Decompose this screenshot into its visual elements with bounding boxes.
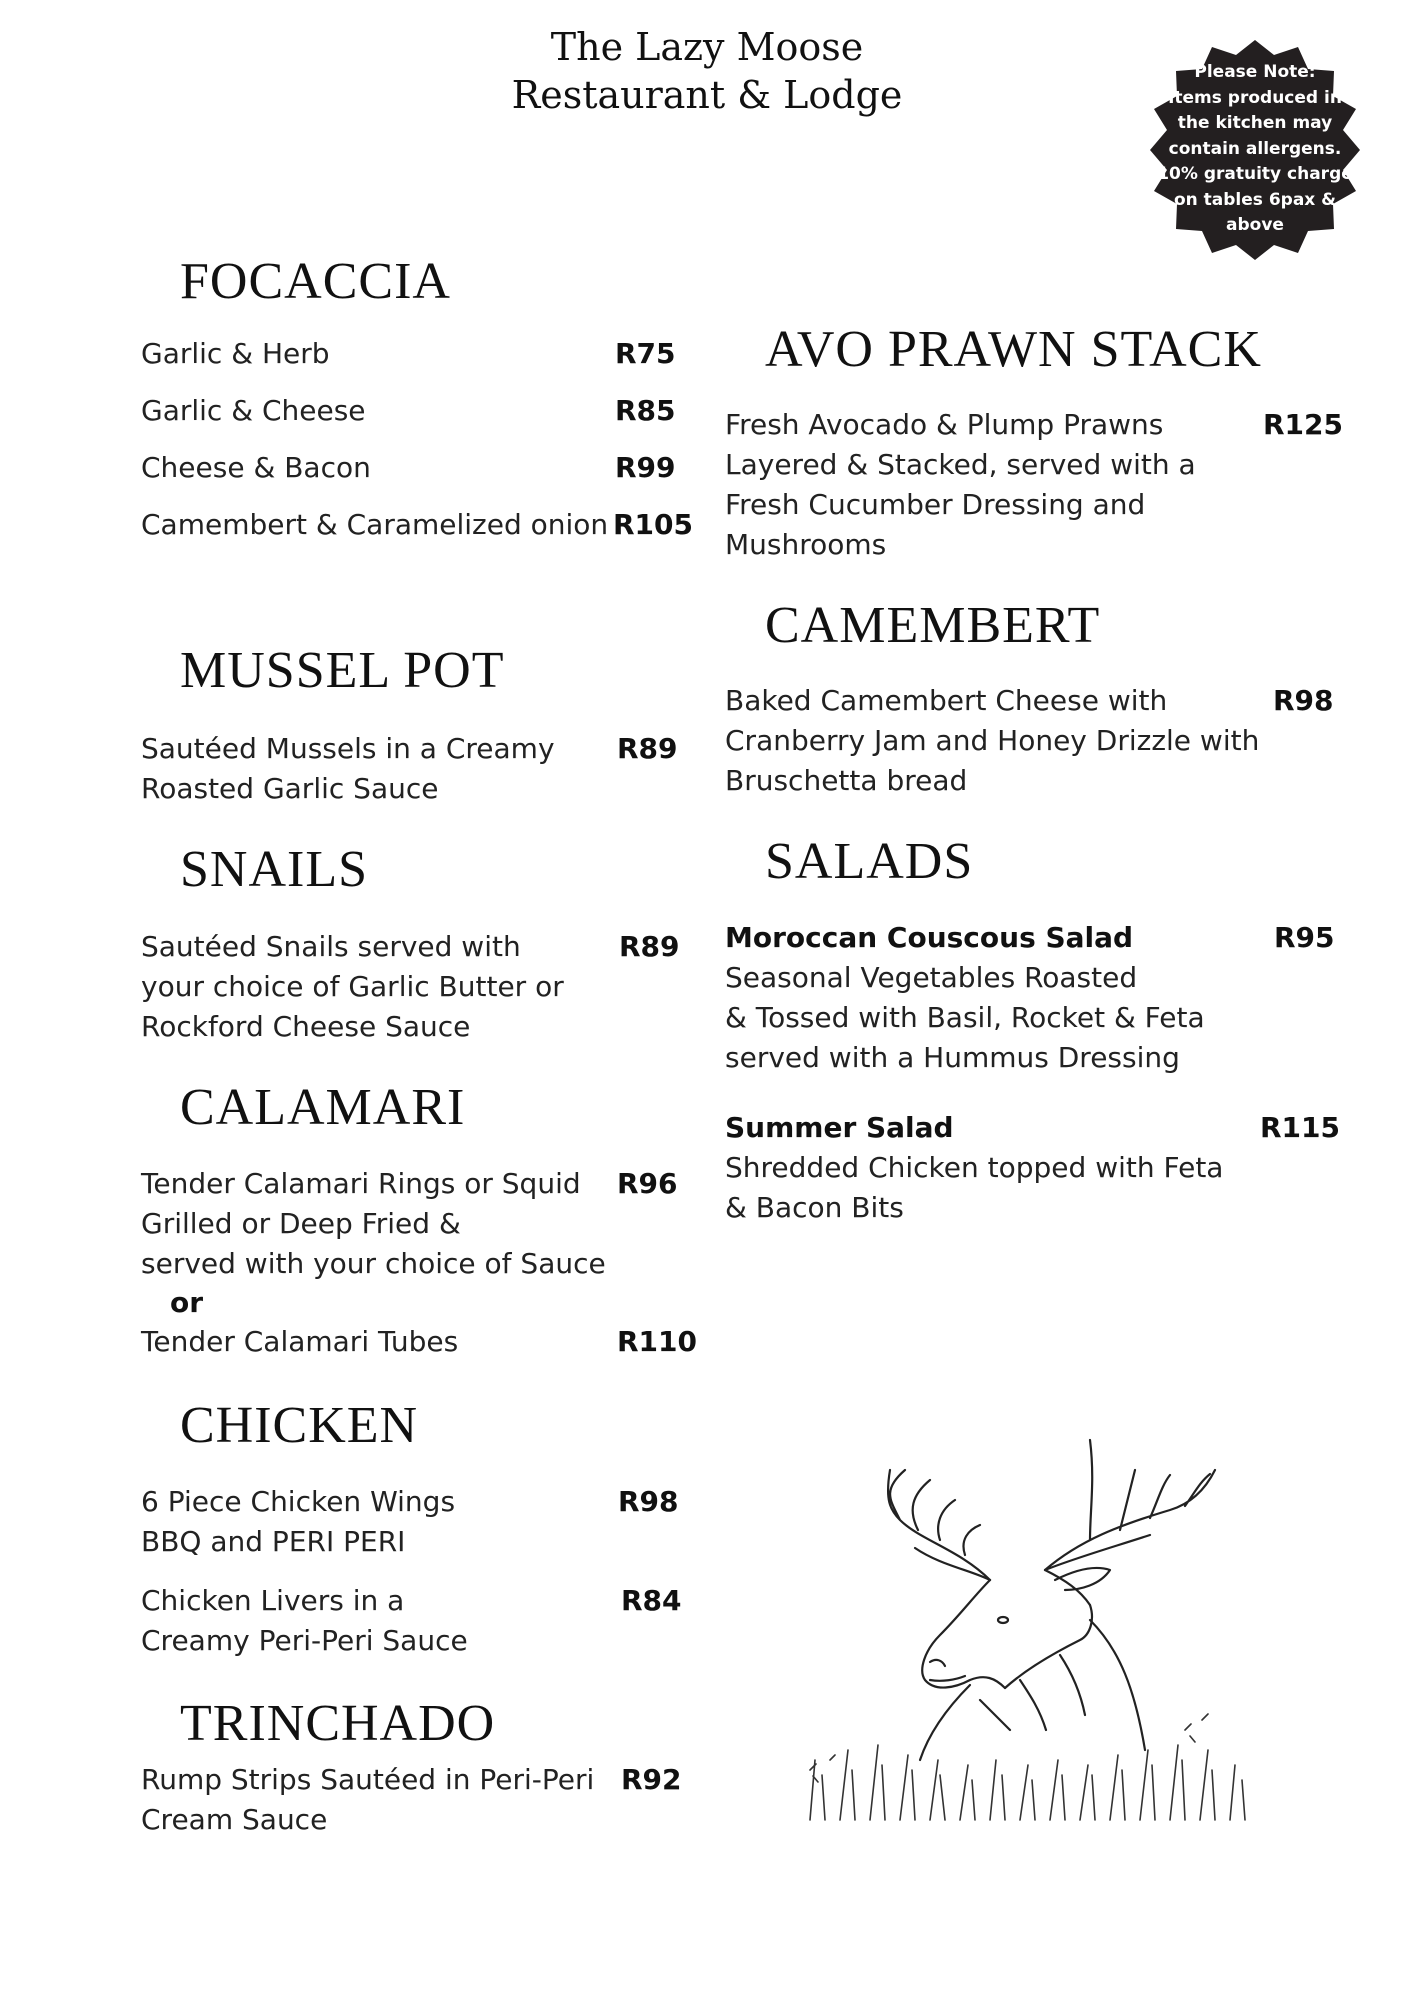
restaurant-subtitle: Restaurant & Lodge bbox=[511, 73, 903, 117]
moroccan-salad-price: R95 bbox=[1274, 921, 1335, 954]
focaccia-item-price: R105 bbox=[613, 508, 694, 541]
chicken-heading: CHICKEN bbox=[180, 1397, 419, 1454]
camembert-desc: Baked Camembert Cheese with bbox=[725, 684, 1168, 717]
restaurant-name: The Lazy Moose bbox=[550, 25, 864, 69]
calamari-price: R96 bbox=[617, 1167, 678, 1200]
snails-desc: Rockford Cheese Sauce bbox=[141, 1010, 471, 1043]
notice-text bbox=[1150, 60, 1360, 239]
moroccan-salad-desc: & Tossed with Basil, Rocket & Feta bbox=[725, 1001, 1205, 1034]
notice-line: contain allergens. bbox=[1168, 138, 1342, 159]
calamari-desc: Grilled or Deep Fried & bbox=[141, 1207, 461, 1240]
salads-heading: SALADS bbox=[765, 833, 974, 890]
mussel-pot-desc: Roasted Garlic Sauce bbox=[141, 772, 439, 805]
calamari-or: or bbox=[170, 1286, 204, 1319]
summer-salad-desc: & Bacon Bits bbox=[725, 1191, 904, 1224]
snails-desc: your choice of Garlic Butter or bbox=[141, 970, 564, 1003]
notice-line: Items produced in bbox=[1168, 87, 1342, 108]
chicken-wings-desc: BBQ and PERI PERI bbox=[141, 1525, 406, 1558]
notice-line: on tables 6pax & bbox=[1173, 189, 1337, 210]
snails-desc: Sautéed Snails served with bbox=[141, 930, 521, 963]
moroccan-salad-desc: served with a Hummus Dressing bbox=[725, 1041, 1180, 1074]
snails-price: R89 bbox=[619, 930, 680, 963]
avo-prawn-heading: AVO PRAWN STACK bbox=[765, 321, 1262, 378]
focaccia-heading: FOCACCIA bbox=[180, 253, 451, 310]
calamari-desc: Tender Calamari Rings or Squid bbox=[141, 1167, 581, 1200]
mussel-pot-price: R89 bbox=[617, 732, 678, 765]
camembert-desc: Cranberry Jam and Honey Drizzle with bbox=[725, 724, 1260, 757]
calamari-tubes: Tender Calamari Tubes bbox=[141, 1325, 459, 1358]
avo-prawn-desc: Layered & Stacked, served with a bbox=[725, 448, 1196, 481]
camembert-desc: Bruschetta bread bbox=[725, 764, 968, 797]
moroccan-salad-desc: Seasonal Vegetables Roasted bbox=[725, 961, 1138, 994]
avo-prawn-desc: Fresh Cucumber Dressing and bbox=[725, 488, 1146, 521]
chicken-livers-desc: Chicken Livers in a bbox=[141, 1584, 405, 1617]
calamari-heading: CALAMARI bbox=[180, 1079, 466, 1136]
calamari-desc: served with your choice of Sauce bbox=[141, 1247, 606, 1280]
notice-line: the kitchen may bbox=[1177, 113, 1333, 133]
trinchado-desc: Cream Sauce bbox=[141, 1803, 328, 1836]
chicken-livers-price: R84 bbox=[621, 1584, 682, 1617]
avo-prawn-price: R125 bbox=[1263, 408, 1344, 441]
snails-heading: SNAILS bbox=[180, 841, 369, 898]
camembert-heading: CAMEMBERT bbox=[765, 597, 1101, 654]
chicken-wings-price: R98 bbox=[618, 1485, 679, 1518]
avo-prawn-desc: Fresh Avocado & Plump Prawns bbox=[725, 408, 1164, 441]
notice-line: above bbox=[1226, 215, 1284, 235]
summer-salad-price: R115 bbox=[1260, 1111, 1341, 1144]
calamari-tubes-price: R110 bbox=[617, 1325, 698, 1358]
focaccia-item-name: Camembert & Caramelized onion bbox=[141, 508, 609, 541]
avo-prawn-desc: Mushrooms bbox=[725, 528, 887, 561]
summer-salad-desc: Shredded Chicken topped with Feta bbox=[725, 1151, 1224, 1184]
trinchado-desc: Rump Strips Sautéed in Peri-Peri bbox=[141, 1763, 595, 1796]
mussel-pot-heading: MUSSEL POT bbox=[180, 642, 505, 699]
mussel-pot-desc: Sautéed Mussels in a Creamy bbox=[141, 732, 555, 765]
chicken-wings-desc: 6 Piece Chicken Wings bbox=[141, 1485, 456, 1518]
summer-salad-name: Summer Salad bbox=[725, 1111, 954, 1144]
notice-line: Please Note: bbox=[1194, 62, 1316, 82]
camembert-price: R98 bbox=[1273, 684, 1334, 717]
chicken-livers-desc: Creamy Peri-Peri Sauce bbox=[141, 1624, 468, 1657]
focaccia-item-price: R99 bbox=[615, 451, 676, 484]
focaccia-item-name: Cheese & Bacon bbox=[141, 451, 371, 484]
trinchado-heading: TRINCHADO bbox=[180, 1695, 496, 1752]
focaccia-item-name: Garlic & Herb bbox=[141, 337, 330, 370]
focaccia-item-name: Garlic & Cheese bbox=[141, 394, 366, 427]
focaccia-item-price: R85 bbox=[615, 394, 676, 427]
focaccia-item-price: R75 bbox=[615, 337, 676, 370]
trinchado-price: R92 bbox=[621, 1763, 682, 1796]
moose-illustration bbox=[790, 1430, 1270, 1830]
moroccan-salad-name: Moroccan Couscous Salad bbox=[725, 921, 1134, 954]
notice-line: 10% gratuity charge bbox=[1157, 164, 1353, 184]
